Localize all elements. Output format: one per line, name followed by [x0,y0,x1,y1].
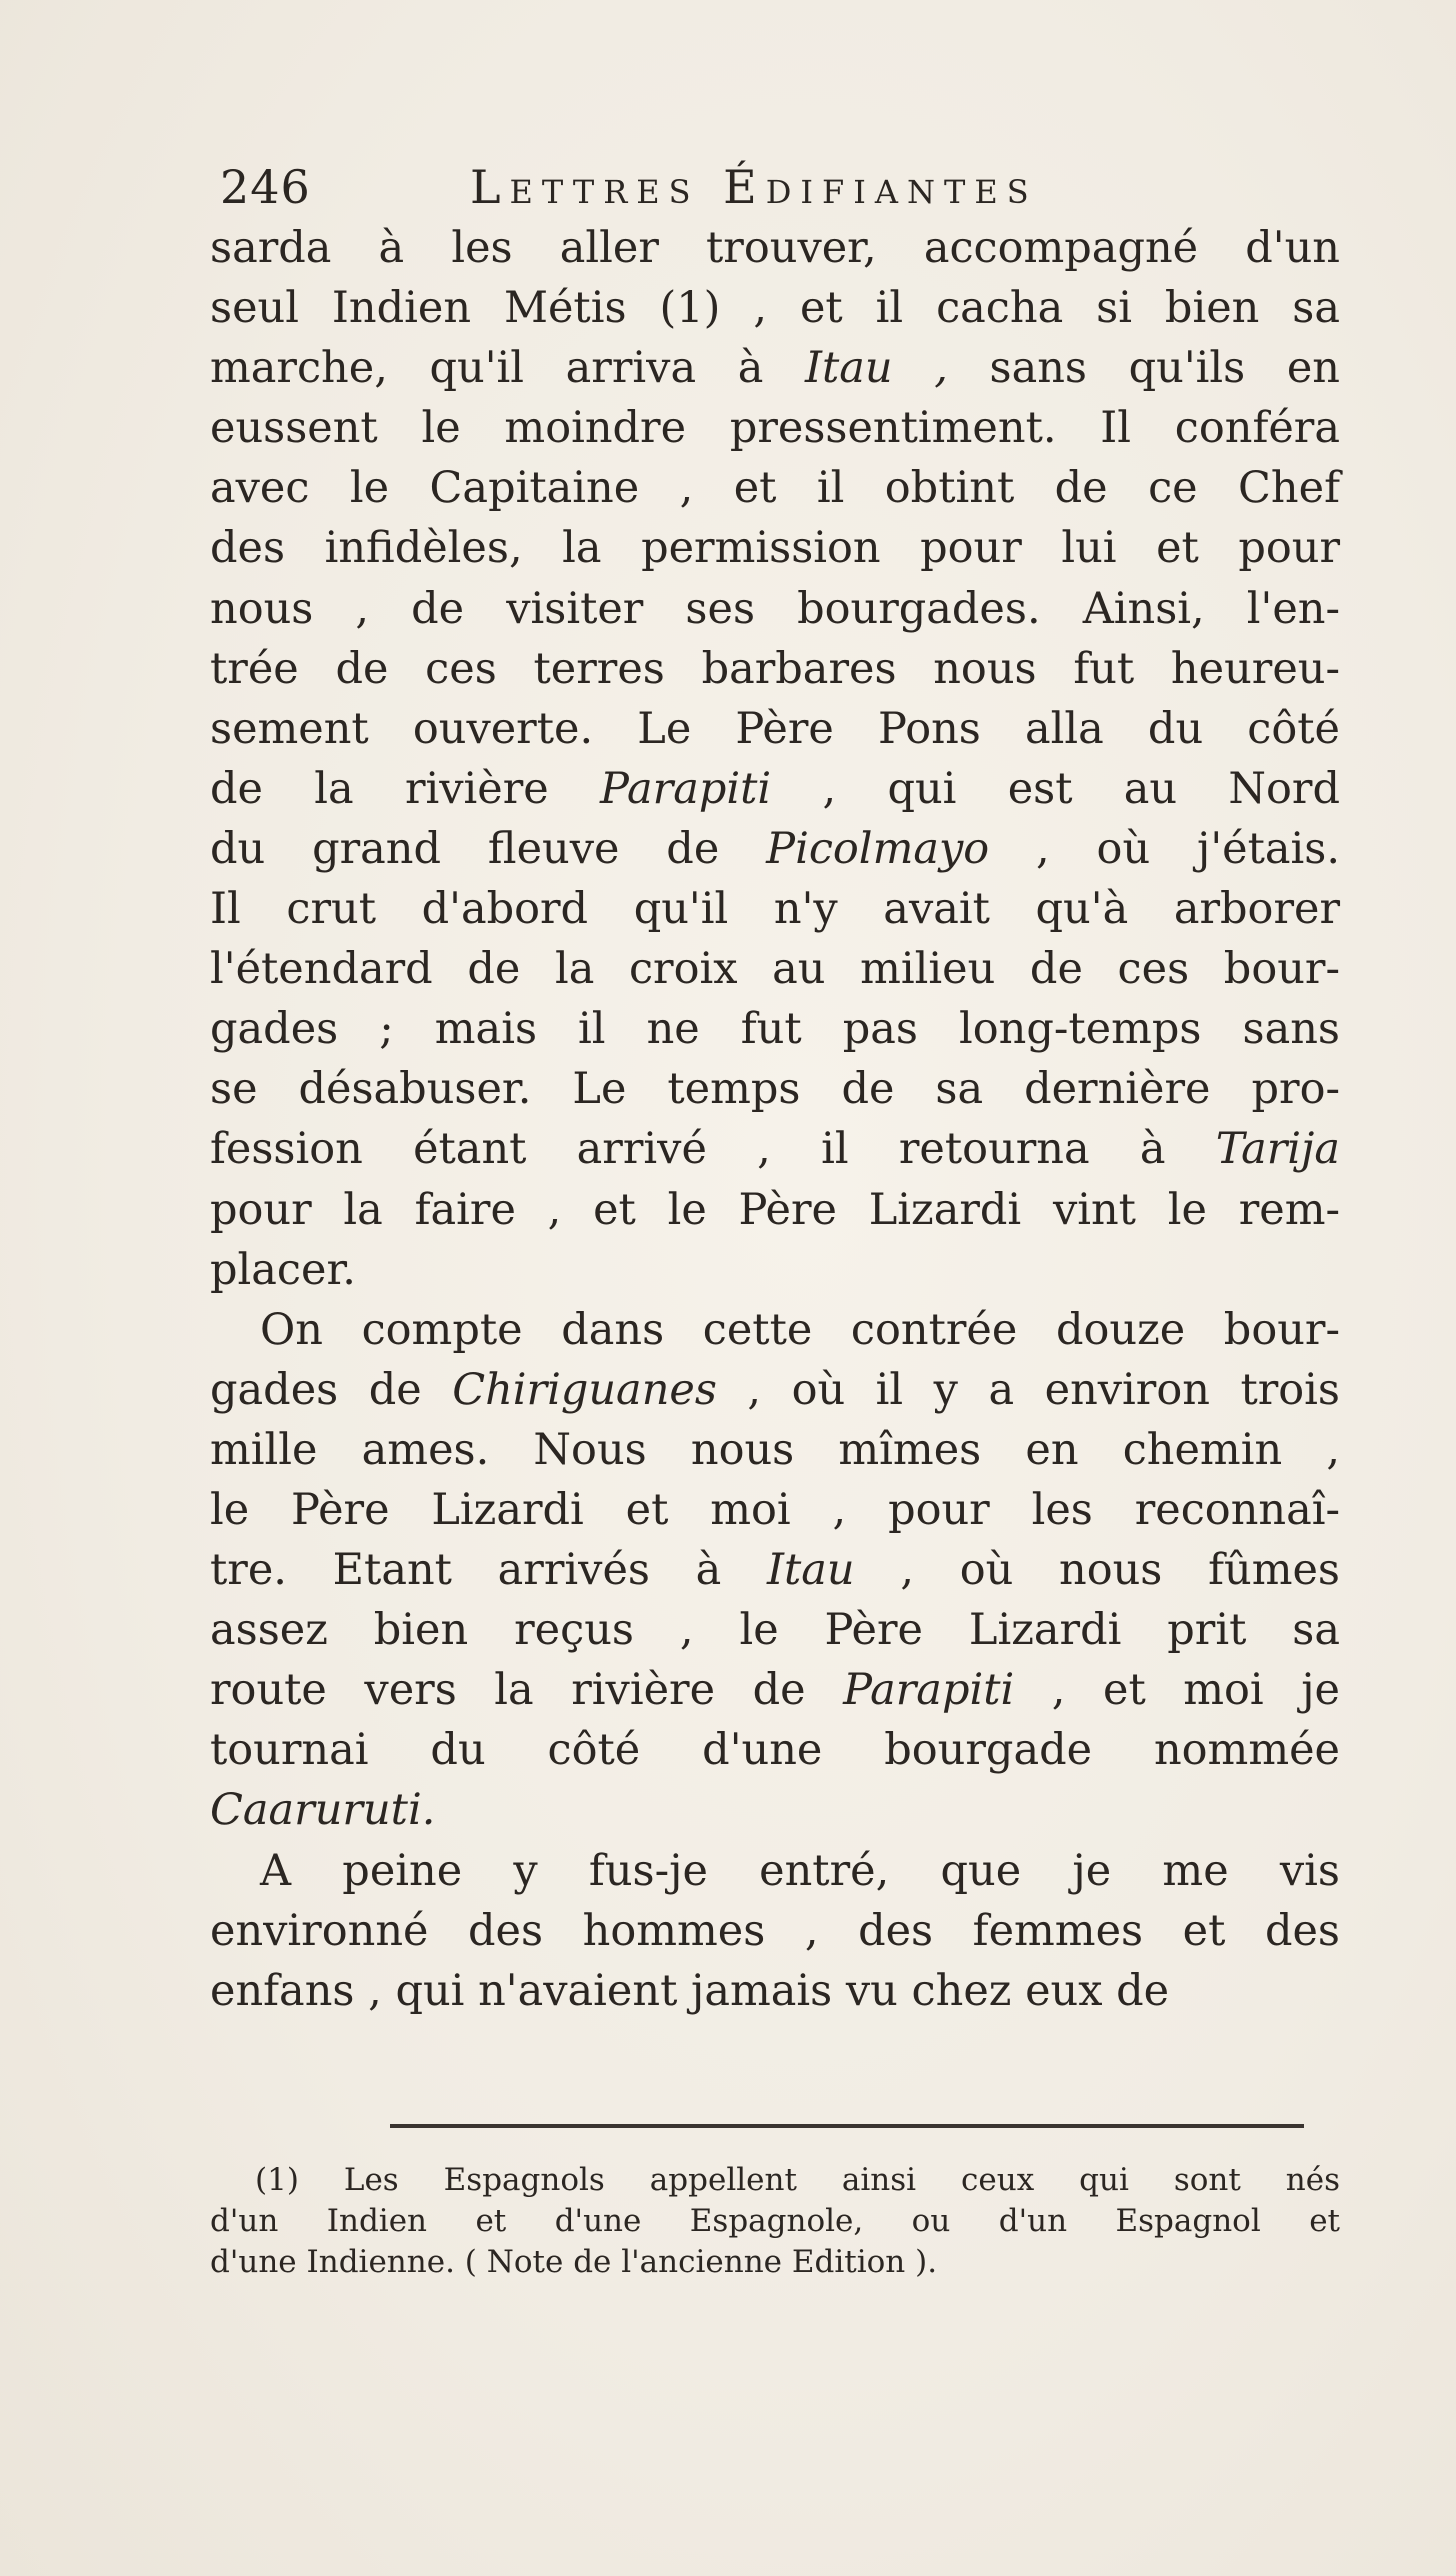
italic-term: Picolmayo [766,823,990,874]
text-segment: trée de ces terres barbares nous fut heureu- [210,643,1340,694]
italic-term: Chiriguanes [452,1364,717,1415]
footnote [210,2160,1340,2283]
text-line [210,1780,1340,1840]
italic-term: Itau , [804,343,948,394]
text-segment: , où nous fûmes [854,1545,1340,1596]
text-segment: tournai du côté d'une bourgade nommée [210,1725,1340,1776]
text-line [210,939,1340,999]
text-line [210,699,1340,759]
text-segment: du grand fleuve de [210,823,767,874]
text-segment: enfans , qui n'avaient jamais vu chez eux de [210,1965,1170,2016]
footnote-line: d'un Indien et d'une Espagnole, ou d'un Espagnol et [210,2203,1340,2239]
text-line [210,1720,1340,1780]
text-segment: Il crut d'abord qu'il n'y avait qu'à arborer [210,884,1340,935]
text-segment: sement ouverte. Le Père Pons alla du côté [210,703,1340,754]
text-line [210,1360,1340,1420]
text-segment: des infidèles, la permission pour lui et pour [210,523,1340,574]
text-line [210,639,1340,699]
text-line [210,759,1340,819]
text-segment: placer. [210,1244,356,1295]
footnote-line: (1) Les Espagnols appellent ainsi ceux qui sont nés [255,2162,1340,2198]
text-line [210,1540,1340,1600]
text-segment: , où j'étais. [989,823,1340,874]
text-segment: gades de [210,1364,453,1415]
italic-term: Tarija [1215,1124,1340,1175]
text-line [210,1240,1340,1300]
page-header [220,160,1320,220]
text-segment: environné des hommes , des femmes et des [210,1905,1340,1956]
text-line [210,398,1340,458]
text-segment: , qui est au Nord [771,763,1341,814]
text-segment: sans qu'ils en [947,343,1340,394]
text-line [210,1660,1340,1720]
text-line [210,819,1340,879]
text-segment: le Père Lizardi et moi , pour les reconnaî- [210,1484,1340,1535]
text-segment: gades ; mais il ne fut pas long-temps sans [210,1004,1340,1055]
text-segment: fession étant arrivé , il retourna à [210,1124,1216,1175]
text-line [210,458,1340,518]
text-segment: se désabuser. Le temps de sa dernière pro- [210,1064,1340,1115]
text-line [210,1300,1340,1360]
text-line [210,518,1340,578]
text-segment: On compte dans cette contrée douze bour- [260,1304,1340,1355]
text-line [210,1480,1340,1540]
italic-term: Caaruruti. [210,1785,436,1836]
footnote-divider [390,2124,1304,2128]
text-line [210,338,1340,398]
text-line [210,1901,1340,1961]
text-line [210,579,1340,639]
text-segment: route vers la rivière de [210,1665,844,1716]
text-segment: marche, qu'il arriva à [210,343,805,394]
text-line [210,278,1340,338]
running-title: Lettres Édifiantes [470,160,1038,214]
text-line [210,999,1340,1059]
text-segment: tre. Etant arrivés à [210,1545,768,1596]
page-number: 246 [220,160,311,214]
text-segment: sarda à les aller trouver, accompagné d'un [210,223,1340,273]
text-line [210,1420,1340,1480]
footnote-line: d'une Indienne. ( Note de l'ancienne Edition ). [210,2244,938,2280]
text-segment: A peine y fus-je entré, que je me vis [260,1845,1340,1896]
text-segment: , et moi je [1014,1665,1341,1716]
italic-term: Parapiti [843,1665,1015,1716]
text-segment: nous , de visiter ses bourgades. Ainsi, l'en- [210,583,1340,634]
body-text [210,218,1340,2021]
italic-term: Itau [767,1545,855,1596]
text-line [210,218,1340,278]
text-line [210,879,1340,939]
text-segment: eussent le moindre pressentiment. Il conféra [210,403,1340,454]
text-line [210,1180,1340,1240]
text-segment: , où il y a environ trois [716,1364,1340,1415]
italic-term: Parapiti [600,763,772,814]
text-segment: pour la faire , et le Père Lizardi vint le rem- [210,1184,1340,1235]
text-line [210,1119,1340,1179]
text-line [210,1600,1340,1660]
text-line [210,1841,1340,1901]
text-segment: mille ames. Nous nous mîmes en chemin , [210,1424,1340,1475]
text-segment: avec le Capitaine , et il obtint de ce Chef [210,463,1340,514]
text-segment: seul Indien Métis (1) , et il cacha si bien sa [210,283,1340,334]
text-segment: l'étendard de la croix au milieu de ces bour- [210,944,1340,995]
text-line [210,1059,1340,1119]
text-segment: assez bien reçus , le Père Lizardi prit sa [210,1605,1340,1656]
text-line [210,1961,1340,2021]
text-segment: de la rivière [210,763,601,814]
